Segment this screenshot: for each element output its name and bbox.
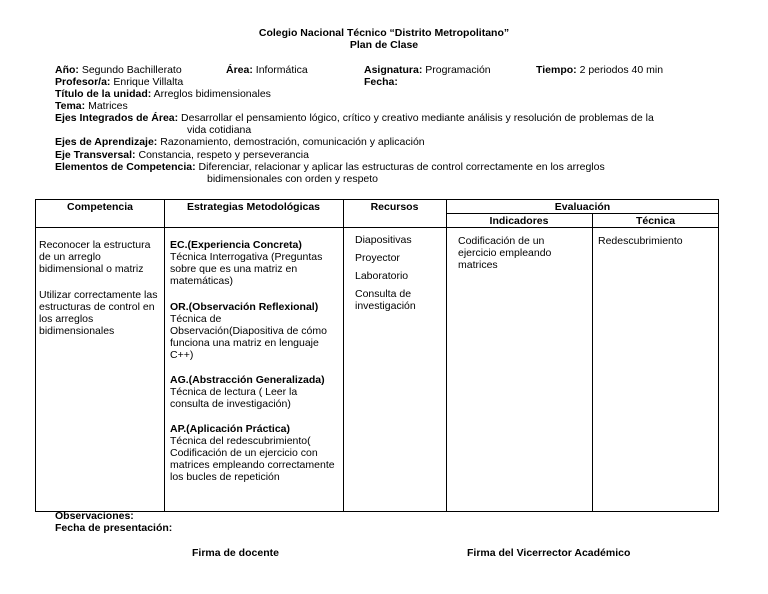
column-divider xyxy=(164,200,165,511)
header-tecnica: Técnica xyxy=(635,215,676,227)
field-area-label: Área: xyxy=(226,64,253,76)
column-divider xyxy=(446,200,447,511)
field-elementos-competencia-label: Elementos de Competencia: xyxy=(55,161,196,173)
observaciones-label: Observaciones: xyxy=(55,510,134,522)
estrategia-or-text: Técnica de Observación(Diapositiva de cómo funciona una matriz en lenguaje C++) xyxy=(170,313,327,361)
estrategia-ap-title: AP.(Aplicación Práctica) xyxy=(170,423,291,435)
row-divider xyxy=(446,213,719,214)
competencia-text-2: Utilizar correctamente las estructuras de control en los arreglos bidimensionales xyxy=(39,289,158,337)
estrategia-ec xyxy=(170,239,338,287)
document-title: Colegio Nacional Técnico “Distrito Metropolitano” xyxy=(258,27,510,39)
field-ejes-integrados-label: Ejes Integrados de Área: xyxy=(55,112,179,124)
field-asignatura-label: Asignatura: xyxy=(364,64,423,76)
plan-table xyxy=(35,199,719,512)
field-anio-value: Segundo Bachillerato xyxy=(81,64,182,76)
field-eje-transversal-label: Eje Transversal: xyxy=(55,149,136,161)
field-ejes-aprendizaje-value: Razonamiento, demostración, comunicación y aplicación xyxy=(160,136,425,148)
field-profesor-value: Enrique Villalta xyxy=(113,76,184,88)
field-eje-transversal-value: Constancia, respeto y perseverancia xyxy=(138,149,309,161)
field-tiempo-label: Tiempo: xyxy=(536,64,577,76)
field-tema-label: Tema: xyxy=(55,100,86,112)
fecha-presentacion-label: Fecha de presentación: xyxy=(55,522,173,534)
header-recursos: Recursos xyxy=(370,201,419,213)
field-titulo-unidad-value: Arreglos bidimensionales xyxy=(153,88,271,100)
field-elementos-competencia-value-cont: bidimensionales con orden y respeto xyxy=(207,173,379,185)
estrategia-ag xyxy=(170,374,338,410)
recurso-item: Consulta de investigación xyxy=(355,288,416,312)
field-asignatura-value: Programación xyxy=(425,64,491,76)
document-subtitle: Plan de Clase xyxy=(349,39,419,51)
field-fecha-label: Fecha: xyxy=(364,76,398,88)
field-profesor xyxy=(55,76,183,88)
field-tiempo xyxy=(536,64,663,76)
estrategia-ap-text: Técnica del redescubrimiento( Codificación de un ejercicio con matrices empleando correctamente los bucles de repetición xyxy=(170,435,335,483)
tecnica-text: Redescubrimiento xyxy=(598,235,683,247)
header-competencia: Competencia xyxy=(67,201,133,213)
column-divider xyxy=(343,200,344,511)
field-anio-label: Año: xyxy=(55,64,79,76)
field-asignatura xyxy=(364,64,491,76)
field-ejes-aprendizaje xyxy=(55,136,425,148)
field-area xyxy=(226,64,308,76)
field-profesor-label: Profesor/a: xyxy=(55,76,111,88)
field-fecha xyxy=(364,76,398,88)
recurso-item: Proyector xyxy=(355,252,400,264)
field-tema xyxy=(55,100,128,112)
field-titulo-unidad xyxy=(55,88,271,100)
recurso-item: Laboratorio xyxy=(355,270,409,282)
header-estrategias: Estrategias Metodológicas xyxy=(186,201,321,213)
column-divider xyxy=(592,214,593,511)
estrategia-ap xyxy=(170,423,338,483)
competencia-text-1: Reconocer la estructura de un arreglo bidimensional o matriz xyxy=(39,239,151,275)
estrategia-or xyxy=(170,301,338,361)
field-ejes-integrados-value: Desarrollar el pensamiento lógico, crítico y creativo mediante análisis y resolución de problemas de la xyxy=(181,112,654,124)
firma-vicerrector-label: Firma del Vicerrector Académico xyxy=(467,547,631,559)
estrategia-ag-title: AG.(Abstracción Generalizada) xyxy=(170,374,325,386)
recurso-item: Diapositivas xyxy=(355,234,412,246)
field-ejes-integrados-value-cont: vida cotidiana xyxy=(187,124,252,136)
header-evaluacion: Evaluación xyxy=(554,201,611,213)
field-tema-value: Matrices xyxy=(88,100,128,112)
field-elementos-competencia xyxy=(55,161,605,173)
field-tiempo-value: 2 periodos 40 min xyxy=(579,64,664,76)
field-titulo-unidad-label: Título de la unidad: xyxy=(55,88,152,100)
field-eje-transversal xyxy=(55,149,309,161)
estrategia-ec-title: EC.(Experiencia Concreta) xyxy=(170,239,302,251)
field-ejes-aprendizaje-label: Ejes de Aprendizaje: xyxy=(55,136,158,148)
estrategia-ag-text: Técnica de lectura ( Leer la consulta de investigación) xyxy=(170,386,298,410)
field-area-value: Informática xyxy=(255,64,308,76)
row-divider xyxy=(36,227,719,228)
estrategia-ec-text: Técnica Interrogativa (Preguntas sobre que es una matriz en matemáticas) xyxy=(170,251,323,287)
header-indicadores: Indicadores xyxy=(489,215,549,227)
field-anio xyxy=(55,64,182,76)
field-ejes-integrados xyxy=(55,112,654,124)
estrategia-or-title: OR.(Observación Reflexional) xyxy=(170,301,319,313)
indicadores-text: Codificación de un ejercicio empleando matrices xyxy=(458,235,552,271)
field-elementos-competencia-value: Diferenciar, relacionar y aplicar las estructuras de control correctamente en los arreglos xyxy=(198,161,605,173)
firma-docente-label: Firma de docente xyxy=(192,547,279,559)
